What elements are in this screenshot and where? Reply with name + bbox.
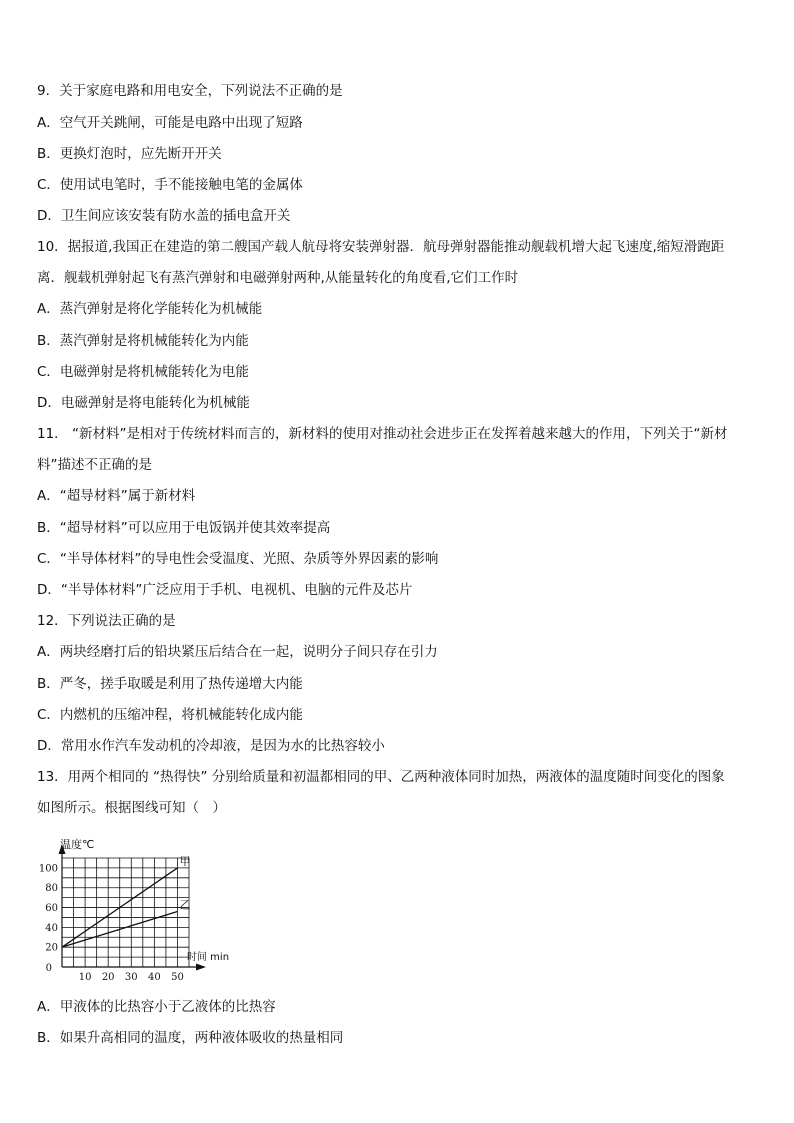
q10-option-a: A．蒸汽弹射是将化学能转化为机械能 bbox=[37, 301, 263, 317]
x-tick-label: 30 bbox=[124, 972, 138, 983]
q11-option-c: C．“半导体材料”的导电性会受温度、光照、杂质等外界因素的影响 bbox=[37, 551, 439, 567]
temperature-time-chart bbox=[30, 834, 250, 984]
q13-stem-line1: 13．用两个相同的 “热得快” 分别给质量和初温都相同的甲、乙两种液体同时加热，两液体的温度随时间变化的图象 bbox=[37, 769, 725, 785]
q9-option-b: B．更换灯泡时，应先断开开关 bbox=[37, 146, 222, 162]
chart-series bbox=[62, 855, 190, 947]
q12-option-a: A．两块经磨打后的铅块紧压后结合在一起，说明分子间只存在引力 bbox=[37, 644, 438, 660]
x-axis-label: 时间 min bbox=[187, 952, 230, 963]
q13-stem-line2: 如图所示。根据图线可知（ ） bbox=[37, 800, 226, 816]
chart-tick-labels bbox=[39, 863, 184, 983]
q11-stem-line1: 11． “新材料”是相对于传统材料而言的，新材料的使用对推动社会进步正在发挥着越来越大的作用，下列关于“新材 bbox=[37, 426, 728, 442]
y-axis-label: 温度℃ bbox=[60, 838, 95, 851]
q11-option-b: B．“超导材料”可以应用于电饭锅并使其效率提高 bbox=[37, 520, 331, 536]
q10-stem-line1: 10．据报道,我国正在建造的第二艘国产载人航母将安装弹射器．航母弹射器能推动舰载机增大起飞速度,缩短滑跑距 bbox=[37, 239, 725, 255]
q13-option-b: B．如果升高相同的温度，两种液体吸收的热量相同 bbox=[37, 1030, 344, 1046]
q10-stem-line2: 离．舰载机弹射起飞有蒸汽弹射和电磁弹射两种,从能量转化的角度看,它们工作时 bbox=[37, 270, 519, 286]
series-label-2: 乙 bbox=[179, 898, 191, 912]
q11-stem-line2: 料”描述不正确的是 bbox=[37, 457, 152, 473]
q12-stem: 12．下列说法正确的是 bbox=[37, 613, 176, 629]
x-tick-label: 50 bbox=[171, 972, 184, 983]
origin-label: 0 bbox=[45, 963, 52, 974]
x-tick-label: 20 bbox=[101, 972, 115, 983]
x-axis-arrow bbox=[196, 964, 206, 971]
x-tick-label: 40 bbox=[147, 972, 161, 983]
q11-option-d: D．“半导体材料”广泛应用于手机、电视机、电脑的元件及芯片 bbox=[37, 582, 413, 598]
q12-option-c: C．内燃机的压缩冲程，将机械能转化成内能 bbox=[37, 707, 303, 723]
y-tick-label: 20 bbox=[45, 942, 58, 954]
q10-option-b: B．蒸汽弹射是将机械能转化为内能 bbox=[37, 333, 249, 349]
q9-stem: 9．关于家庭电路和用电安全，下列说法不正确的是 bbox=[37, 83, 343, 99]
q10-option-d: D．电磁弹射是将电能转化为机械能 bbox=[37, 395, 250, 411]
y-tick-label: 60 bbox=[45, 903, 58, 915]
q11-option-a: A．“超导材料”属于新材料 bbox=[37, 488, 196, 504]
series-label-1: 甲 bbox=[179, 854, 191, 868]
q12-option-b: B．严冬，搓手取暖是利用了热传递增大内能 bbox=[37, 676, 303, 692]
q13-option-a: A．甲液体的比热容小于乙液体的比热容 bbox=[37, 999, 276, 1015]
q12-option-d: D．常用水作汽车发动机的冷却液，是因为水的比热容较小 bbox=[37, 738, 385, 754]
q9-option-c: C．使用试电笔时，手不能接触电笔的金属体 bbox=[37, 177, 303, 193]
y-tick-label: 40 bbox=[45, 922, 58, 934]
y-tick-label: 80 bbox=[45, 883, 58, 895]
q9-option-a: A．空气开关跳闸，可能是电路中出现了短路 bbox=[37, 115, 303, 131]
q9-option-d: D．卫生间应该安装有防水盖的插电盒开关 bbox=[37, 208, 291, 224]
y-tick-label: 100 bbox=[38, 863, 58, 875]
chart-grid bbox=[62, 858, 189, 967]
q10-option-c: C．电磁弹射是将机械能转化为电能 bbox=[37, 364, 249, 380]
x-tick-label: 10 bbox=[78, 972, 92, 983]
